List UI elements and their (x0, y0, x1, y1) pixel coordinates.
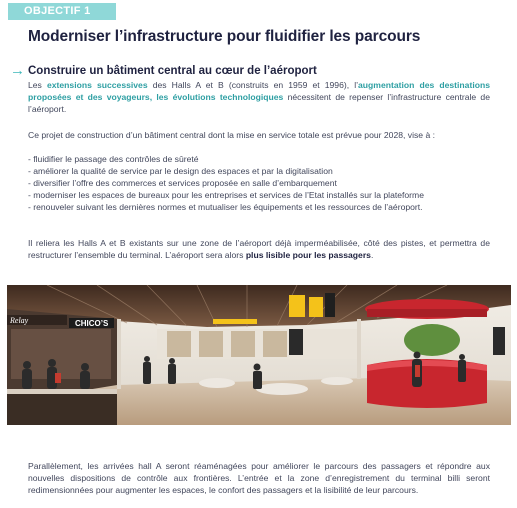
list-item: - renouveler suivant les dernières normes et mutualiser les équipements et les ressources de l’aéroport. (28, 202, 423, 212)
link-highlight: plus lisible pour les passagers (245, 250, 371, 260)
objective-badge: OBJECTIF 1 (8, 3, 116, 20)
intro-paragraph (28, 79, 490, 115)
intro-highlight-2: augmentation des destinations proposées et des voyageurs, les évolutions technologiques (28, 80, 490, 102)
relay-sign: Relay (10, 316, 29, 325)
list-item: - améliorer la qualité de service par le design des espaces et par la digitalisation (28, 166, 333, 176)
arrow-right-icon: → (10, 62, 25, 79)
intro-text-2: des Halls A et B (construits en 1959 et 1996), l’ (147, 80, 359, 90)
list-item: - diversifier l’offre des commerces et services proposée en salle d’embarquement (28, 178, 337, 188)
arrivals-paragraph: Parallèlement, les arrivées hall A seront réaménagées pour améliorer le parcours des passagers et répondre aux nouvelles dispositions de contrôle aux frontières. L’entrée et la zone d’enregistrement du terminal billi seront redimensionnées pour augmenter les espaces, le confort des passagers et la lisibilité de leur parcours. (28, 461, 490, 495)
link-text: Il reliera les Halls A et B existants sur une zone de l’aéroport déjà imperméabilisée, côté des pistes, et permettra de restructurer l’ensemble du terminal. L’aéroport sera alors (28, 238, 490, 260)
link-paragraph (28, 237, 490, 261)
intro-text-3: nécessitent de repenser l’infrastructure centrale de l’aéroport. (28, 92, 490, 114)
link-text-end: . (370, 250, 374, 260)
section-heading (10, 63, 317, 78)
list-item: - fluidifier le passage des contrôles de sûreté (28, 154, 199, 164)
intro-text-1: Les (28, 80, 47, 90)
intro-highlight-1: extensions successives (46, 80, 148, 90)
list-item: - moderniser les espaces de bureaux pour les entreprises et services de l’Etat installés sur la plateforme (28, 190, 424, 200)
objectives-list (28, 153, 490, 213)
chicos-sign: CHICO’S (75, 319, 109, 328)
section-heading-text: Construire un bâtiment central au cœur de l’aéroport (28, 64, 317, 77)
page-title: Moderniser l’infrastructure pour fluidifier les parcours (28, 28, 421, 45)
terminal-rendering-image (7, 285, 511, 425)
project-paragraph: Ce projet de construction d’un bâtiment central dont la mise en service totale est prévue pour 2028, vise à : (28, 130, 435, 140)
